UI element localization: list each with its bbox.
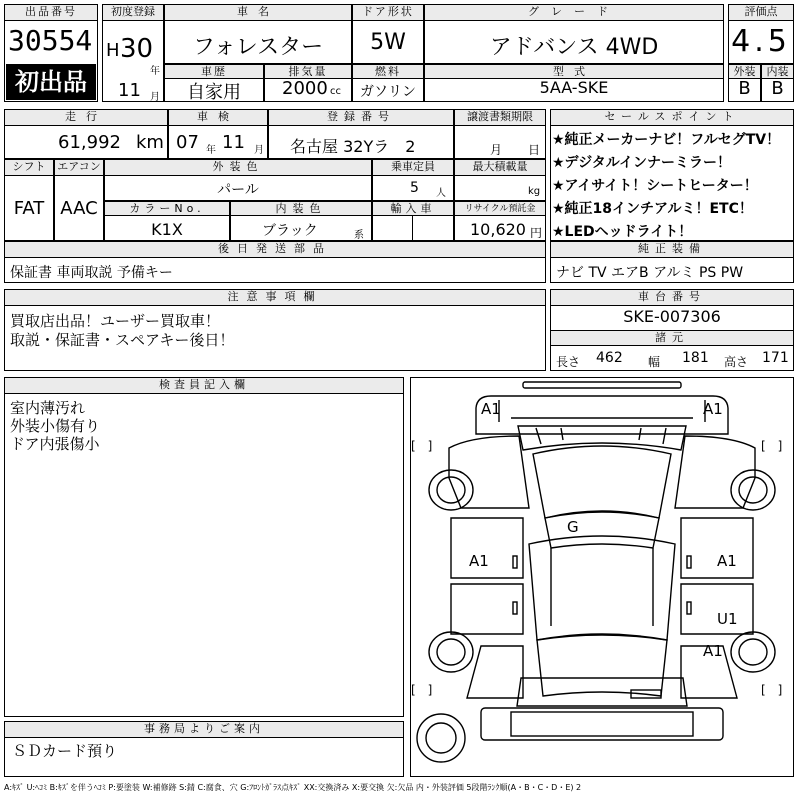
width: 181 — [682, 350, 709, 366]
wheel-front-left — [429, 470, 473, 510]
reg-number-label: 登録番号 — [268, 109, 454, 126]
grade: アドバンス 4WD — [489, 35, 659, 60]
inspector-line: 室内薄汚れ — [10, 399, 86, 417]
bracket-right: [ ] — [761, 439, 783, 453]
import-box — [372, 201, 454, 241]
car-name: フォレスター — [192, 35, 324, 60]
ac-label: エアコン — [54, 159, 104, 176]
ext-color-label: 外装色 — [104, 159, 372, 176]
inspection-year-unit: 年 — [206, 145, 216, 156]
inspector-line: 外装小傷有り — [10, 417, 101, 435]
transfer-label: 譲渡書類期限 — [454, 109, 546, 126]
recycle-unit: 円 — [530, 226, 543, 240]
score: 4.5 — [731, 24, 791, 59]
capacity: 5 — [410, 180, 419, 196]
max-load-unit: kg — [528, 186, 541, 197]
door-type: 5W — [370, 30, 406, 55]
year-unit: 年 — [150, 66, 160, 77]
sales-point: ★アイサイト！シートヒーター！ — [552, 178, 758, 194]
interior-grade: B — [771, 78, 784, 99]
length-label: 長さ — [556, 355, 581, 369]
car-diagram-svg — [411, 378, 793, 776]
model-label: 型式 — [424, 64, 724, 79]
int-color: ブラック — [262, 223, 318, 239]
ext-color: パール — [217, 182, 259, 198]
sales-label: セールスポイント — [550, 109, 794, 126]
rear-panel — [467, 646, 523, 698]
color-no-label: カラーNo. — [104, 201, 230, 216]
front-bumper — [476, 396, 728, 434]
car-name-label: 車名 — [164, 4, 352, 21]
ac: AAC — [60, 198, 98, 219]
import-divider — [412, 216, 413, 241]
height-label: 高さ — [724, 355, 749, 369]
notes-label: 注意事項欄 — [4, 289, 546, 306]
transfer-month-unit: 月 — [490, 143, 503, 157]
history: 自家用 — [187, 82, 241, 103]
fuel: ガソリン — [360, 84, 416, 100]
office-label: 事務局よりご案内 — [4, 721, 404, 738]
bracket-left: [ ] — [411, 439, 433, 453]
capacity-unit: 人 — [436, 188, 446, 199]
rear-bumper — [481, 708, 723, 740]
windshield — [533, 446, 671, 518]
month-unit: 月 — [150, 92, 160, 103]
inspection-month: 11 — [222, 132, 245, 153]
spare-wheel — [417, 714, 465, 762]
first-listing-text: 初出品 — [15, 68, 87, 96]
inspection-month-unit: 月 — [254, 145, 264, 156]
sales-point: ★純正メーカーナビ！フルセグTV！ — [552, 132, 781, 148]
lot-number-label: 出品番号 — [4, 4, 98, 21]
recycle-label: リサイクル預託金 — [454, 201, 546, 216]
mark-right-door-rear: U1 — [717, 610, 738, 628]
inspector-line: ドア内張傷小 — [10, 435, 100, 453]
exterior-label: 外装 — [728, 64, 761, 79]
height: 171 — [762, 350, 789, 366]
sales-point: ★LEDヘッドライト！ — [552, 224, 693, 240]
lot-number: 30554 — [8, 24, 93, 57]
history-label: 車歴 — [164, 64, 264, 79]
score-label: 評価点 — [728, 4, 794, 21]
bracket-left-lower: [ ] — [411, 683, 433, 697]
grade-label: グレード — [424, 4, 724, 21]
mark-left-door: A1 — [469, 552, 489, 570]
first-listing-badge — [6, 64, 96, 100]
mark-right-rear: A1 — [703, 642, 723, 660]
max-load-label: 最大積載量 — [454, 159, 546, 176]
mark-front-left: A1 — [481, 400, 501, 418]
first-registration-label: 初度登録 — [102, 4, 164, 21]
office-note: ＳＤカード預り — [12, 742, 118, 760]
mark-roof: G — [567, 518, 579, 536]
inspection-label: 車検 — [168, 109, 268, 126]
model-code: 5AA-SKE — [539, 78, 609, 97]
int-color-label: 内装色 — [230, 201, 372, 216]
recycle-amount: 10,620 — [470, 220, 526, 239]
sales-point: ★デジタルインナーミラー！ — [552, 155, 732, 171]
interior-label: 内装 — [761, 64, 794, 79]
roof — [545, 512, 659, 548]
width-label: 幅 — [648, 355, 661, 369]
displacement-unit: cc — [330, 86, 341, 97]
inspection-year: 07 — [176, 132, 199, 153]
chassis-label: 車台番号 — [550, 289, 794, 306]
import-label: 輸入車 — [372, 201, 454, 216]
wheel-rear-left — [429, 632, 473, 672]
equipment: ナビ TV エアB アルミ PS PW — [556, 265, 744, 281]
shift-label: シフト — [4, 159, 54, 176]
reg-number: 名古屋 32Yラ 2 — [290, 137, 416, 156]
door-label: ドア形状 — [352, 4, 424, 21]
capacity-label: 乗車定員 — [372, 159, 454, 176]
color-no: K1X — [151, 220, 183, 239]
inspector-label: 検査員記入欄 — [4, 377, 404, 394]
shift: FAT — [13, 198, 45, 219]
car-diagram — [410, 377, 794, 777]
equipment-label: 純正装備 — [550, 241, 794, 258]
later-parts: 保証書 車両取説 予備キー — [10, 265, 173, 281]
wheel-rear-right — [731, 632, 775, 672]
fuel-label: 燃料 — [352, 64, 424, 79]
bracket-right-lower: [ ] — [761, 683, 783, 697]
wheel-front-right — [731, 470, 775, 510]
mileage-unit: km — [136, 132, 164, 153]
transfer-day-unit: 日 — [528, 143, 541, 157]
notes-line: 取説・保証書・スペアキー後日！ — [10, 331, 235, 349]
top-bar — [523, 382, 681, 388]
chassis-number: SKE-007306 — [623, 307, 721, 326]
displacement: 2000 — [282, 78, 328, 99]
era: H — [106, 40, 120, 61]
mileage: 61,992 — [58, 132, 121, 153]
left-door-rear — [451, 584, 523, 634]
displacement-label: 排気量 — [264, 64, 352, 79]
dims-label: 諸元 — [550, 330, 794, 346]
reg-year: 30 — [120, 34, 154, 64]
sales-point: ★純正18インチアルミ！ETC！ — [552, 201, 753, 217]
notes-line: 買取店出品！ユーザー買取車！ — [10, 312, 221, 330]
later-parts-label: 後日発送部品 — [4, 241, 546, 258]
exterior-grade: B — [738, 78, 751, 99]
legend: A:ｷｽﾞ U:ﾍｺﾐ B:ｷｽﾞを伴うﾍｺﾐ P:要塗装 W:補修跡 S:錆 C:腐食、穴 G:ﾌﾛﾝﾄｶﾞﾗｽ点ｷｽﾞ XX:交換済み X:要交換 欠:欠品 内・外装評価 5段階ﾗﾝｸ順(A・B・C・D・E) 2 — [4, 783, 582, 792]
mark-right-door-front: A1 — [717, 552, 737, 570]
mileage-label: 走行 — [4, 109, 168, 126]
rear-glass — [537, 635, 667, 696]
mark-front-right: A1 — [703, 400, 723, 418]
int-color-unit: 系 — [354, 230, 364, 241]
length: 462 — [596, 350, 623, 366]
reg-month: 11 — [118, 80, 141, 101]
